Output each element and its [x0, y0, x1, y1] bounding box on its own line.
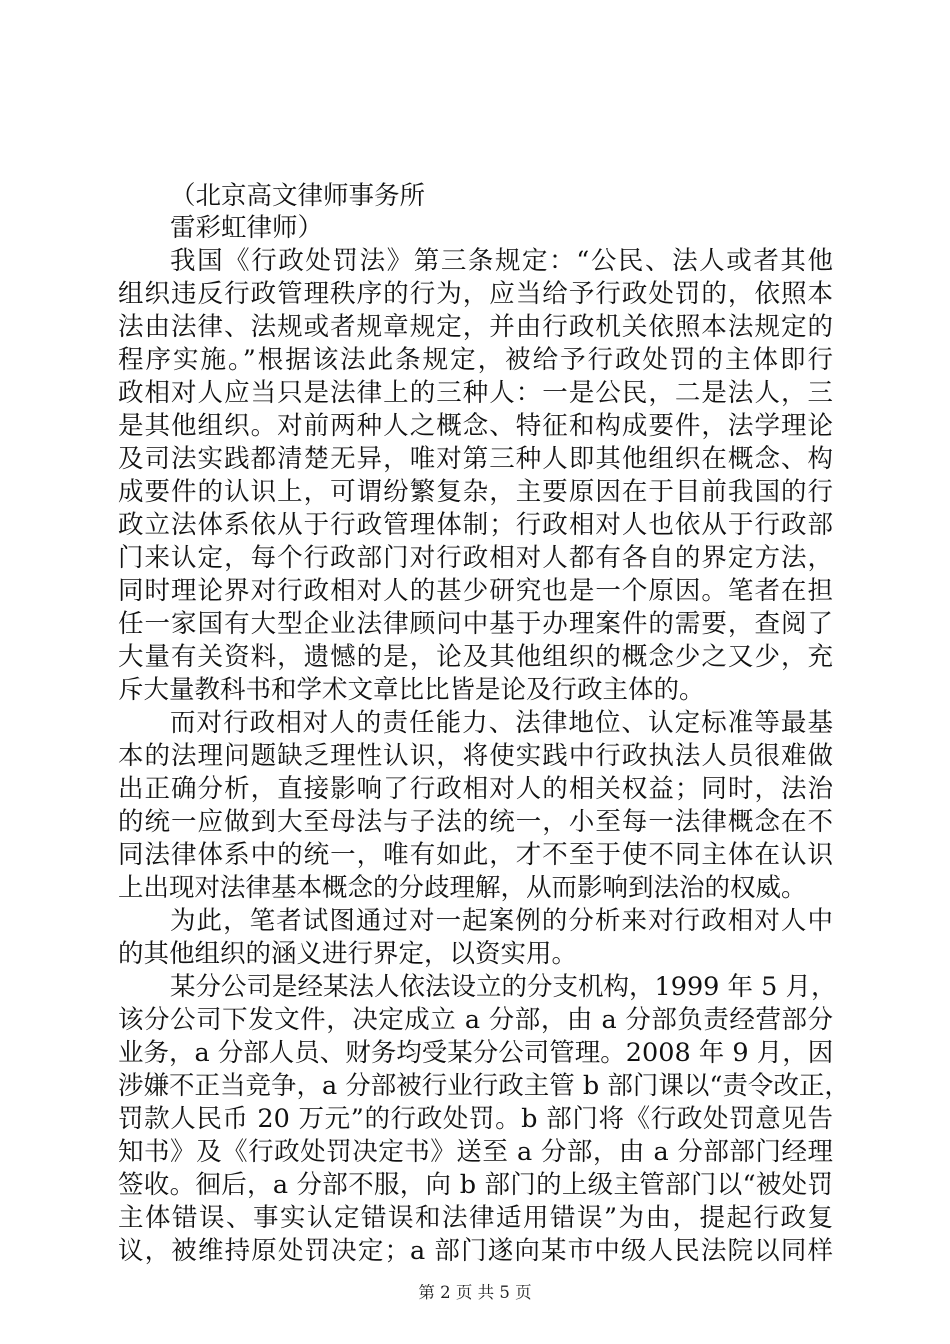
paragraph-1-line-1: 我国《行政处罚法》第三条规定：“公民、法人或者其他 [170, 246, 833, 276]
paragraph-1-line-13: 大量有关资料，遗憾的是，论及其他组织的概念少之又少，充 [118, 642, 833, 672]
page-number-footer: 第 2 页 共 5 页 [418, 1283, 532, 1302]
paragraph-4-line-5: 罚款人民币 20 万元”的行政处罚。b 部门将《行政处罚意见告 [118, 1104, 833, 1134]
paragraph-1-line-8: 成要件的认识上，可谓纷繁复杂，主要原因在于目前我国的行 [118, 477, 833, 507]
paragraph-2-line-6: 上出现对法律基本概念的分歧理解，从而影响到法治的权威。 [118, 873, 807, 903]
paragraph-1-line-7: 及司法实践都清楚无异，唯对第三种人即其他组织在概念、构 [118, 444, 833, 474]
paragraph-2-line-5: 同法律体系中的统一，唯有如此，才不至于使不同主体在认识 [118, 840, 833, 870]
paragraph-1-line-6: 是其他组织。对前两种人之概念、特征和构成要件，法学理论 [118, 411, 833, 441]
paragraph-1-line-9: 政立法体系依从于行政管理体制；行政相对人也依从于行政部 [118, 510, 833, 540]
paragraph-2-line-4: 的统一应做到大至母法与子法的统一，小至每一法律概念在不 [118, 807, 833, 837]
paragraph-1-line-5: 政相对人应当只是法律上的三种人：一是公民，二是法人，三 [118, 378, 833, 408]
paragraph-1-line-3: 法由法律、法规或者规章规定，并由行政机关依照本法规定的 [118, 312, 833, 342]
paragraph-2-line-2: 本的法理问题缺乏理性认识，将使实践中行政执法人员很难做 [118, 741, 833, 771]
paragraph-4-line-1: 某分公司是经某法人依法设立的分支机构，1999 年 5 月， [170, 972, 837, 1002]
author-name-line: 雷彩虹律师） [170, 213, 324, 243]
paragraph-4-line-6: 知书》及《行政处罚决定书》送至 a 分部，由 a 分部部门经理 [118, 1137, 833, 1167]
paragraph-1-line-10: 门来认定，每个行政部门对行政相对人都有各自的界定方法， [118, 543, 833, 573]
paragraph-4-line-2: 该分公司下发文件，决定成立 a 分部，由 a 分部负责经营部分 [118, 1005, 833, 1035]
paragraph-3-line-1: 为此，笔者试图通过对一起案例的分析来对行政相对人中 [170, 906, 833, 936]
paragraph-1-line-2: 组织违反行政管理秩序的行为，应当给予行政处罚的，依照本 [118, 279, 833, 309]
paragraph-4-line-8: 主体错误、事实认定错误和法律适用错误”为由，提起行政复 [118, 1203, 833, 1233]
paragraph-1-line-12: 任一家国有大型企业法律顾问中基于办理案件的需要，查阅了 [118, 609, 833, 639]
paragraph-4-line-9: 议，被维持原处罚决定；a 部门遂向某市中级人民法院以同样 [118, 1236, 833, 1266]
paragraph-4-line-4: 涉嫌不正当竞争，a 分部被行业行政主管 b 部门课以“责令改正， [118, 1071, 850, 1101]
paragraph-3-line-2: 的其他组织的涵义进行界定，以资实用。 [118, 939, 578, 969]
paragraph-2-line-3: 出正确分析，直接影响了行政相对人的相关权益；同时，法治 [118, 774, 833, 804]
paragraph-4-line-3: 业务，a 分部人员、财务均受某分公司管理。2008 年 9 月，因 [118, 1038, 834, 1068]
paragraph-1-line-4: 程序实施。”根据该法此条规定，被给予行政处罚的主体即行 [118, 345, 833, 375]
author-org-line: （北京高文律师事务所 [170, 181, 426, 211]
paragraph-2-line-1: 而对行政相对人的责任能力、法律地位、认定标准等最基 [170, 708, 833, 738]
paragraph-1-line-11: 同时理论界对行政相对人的甚少研究也是一个原因。笔者在担 [118, 576, 833, 606]
paragraph-1-line-14: 斥大量教科书和学术文章比比皆是论及行政主体的。 [118, 675, 705, 705]
paragraph-4-line-7: 签收。徊后，a 分部不服，向 b 部门的上级主管部门以“被处罚 [118, 1170, 833, 1200]
